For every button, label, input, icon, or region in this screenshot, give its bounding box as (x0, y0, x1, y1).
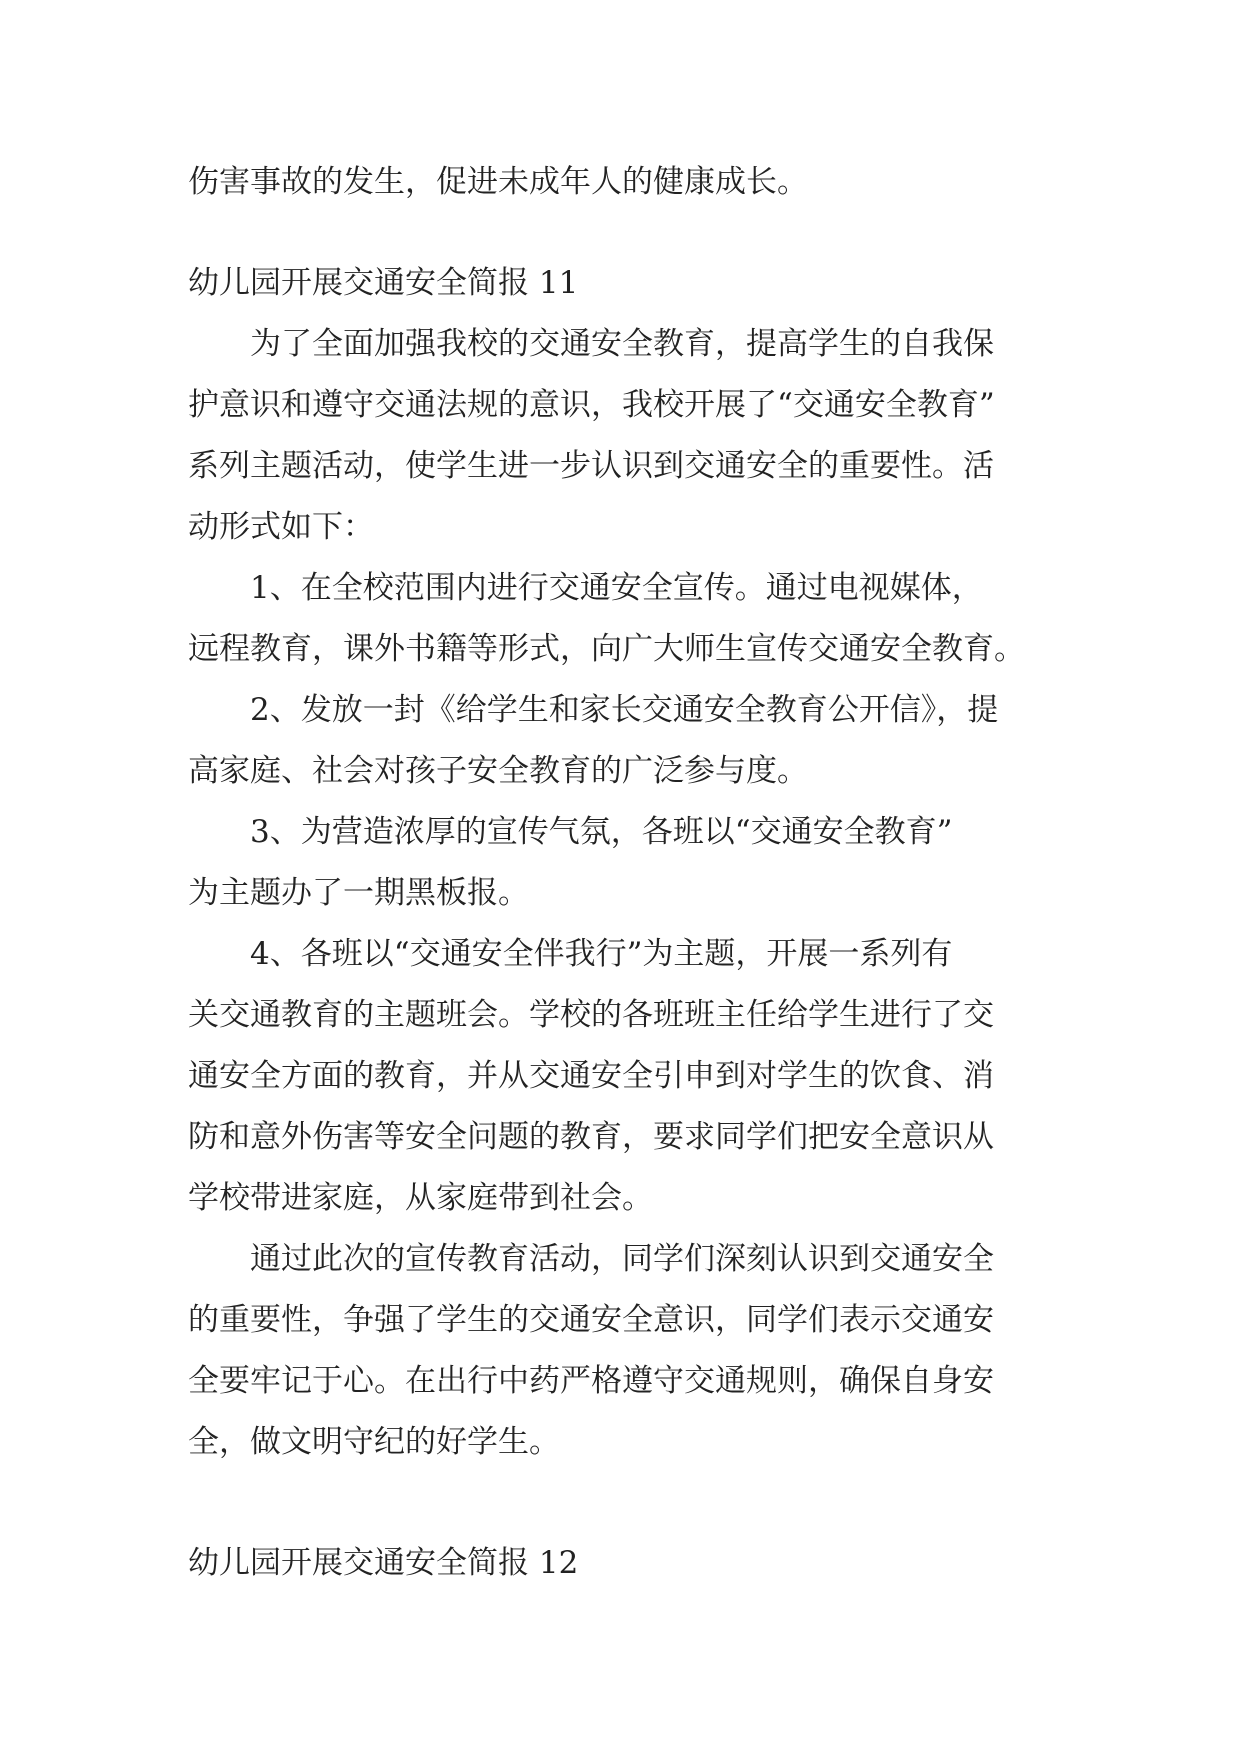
paragraph-line: 通过此次的宣传教育活动，同学们深刻认识到交通安全 (250, 1241, 994, 1277)
paragraph-line: 关交通教育的主题班会。学校的各班班主任给学生进行了交 (188, 997, 994, 1033)
section-11-paragraph-3 (188, 680, 1054, 802)
paragraph-line: 系列主题活动，使学生进一步认识到交通安全的重要性。活 (188, 448, 994, 484)
paragraph-line: 2、发放一封《给学生和家长交通安全教育公开信》，提 (250, 692, 999, 728)
paragraph-line: 的重要性，争强了学生的交通安全意识，同学们表示交通安 (188, 1302, 994, 1338)
section-11-paragraph-2 (188, 558, 1054, 680)
section-12-title: 幼儿园开展交通安全简报 12 (188, 1545, 579, 1581)
paragraph-line: 1、在全校范围内进行交通安全宣传。通过电视媒体， (250, 570, 983, 606)
paragraph-line: 为主题办了一期黑板报。 (188, 875, 529, 911)
paragraph-line: 4、各班以“交通安全伴我行”为主题，开展一系列有 (250, 936, 953, 972)
paragraph-line: 远程教育，课外书籍等形式，向广大师生宣传交通安全教育。 (188, 631, 1025, 667)
paragraph-line: 全，做文明守纪的好学生。 (188, 1424, 560, 1460)
paragraph-line: 高家庭、社会对孩子安全教育的广泛参与度。 (188, 753, 808, 789)
spacer (188, 213, 1054, 253)
paragraph-line: 护意识和遵守交通法规的意识，我校开展了“交通安全教育” (188, 387, 995, 423)
section-11-paragraph-6 (188, 1229, 1054, 1473)
section-11-paragraph-4 (188, 802, 1054, 924)
paragraph-line: 动形式如下： (188, 509, 374, 545)
intro-tail-line: 伤害事故的发生，促进未成年人的健康成长。 (188, 164, 808, 200)
spacer (188, 1473, 1054, 1533)
section-11-paragraph-5 (188, 924, 1054, 1229)
section-11-title: 幼儿园开展交通安全简报 11 (188, 265, 579, 301)
paragraph-line: 通安全方面的教育，并从交通安全引申到对学生的饮食、消 (188, 1058, 994, 1094)
paragraph-line: 学校带进家庭，从家庭带到社会。 (188, 1180, 653, 1216)
paragraph-line: 3、为营造浓厚的宣传气氛，各班以“交通安全教育” (250, 814, 953, 850)
section-11-paragraph-1 (188, 314, 1054, 558)
paragraph-line: 为了全面加强我校的交通安全教育，提高学生的自我保 (250, 326, 994, 362)
paragraph-line: 全要牢记于心。在出行中药严格遵守交通规则，确保自身安 (188, 1363, 994, 1399)
document-body (188, 152, 1054, 1594)
paragraph-line: 防和意外伤害等安全问题的教育，要求同学们把安全意识从 (188, 1119, 994, 1155)
